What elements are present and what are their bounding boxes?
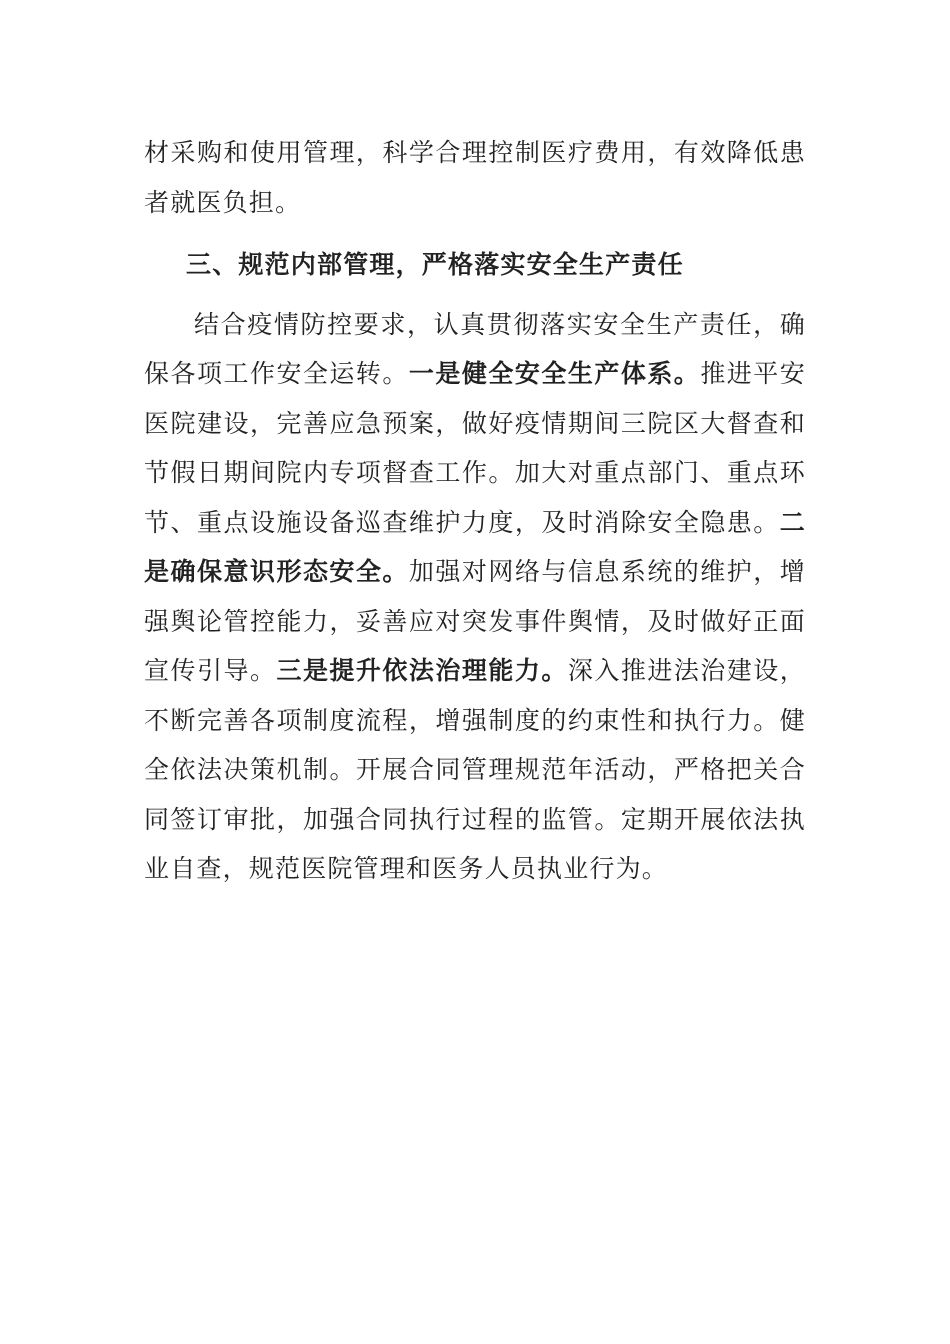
document-content bbox=[144, 128, 806, 894]
point3-text: 深入推进法治建设，不断完善各项制度流程，增强制度的约束性和执行力。健全依法决策机制。开展合同管理规范年活动，严格把关合同签订审批，加强合同执行过程的监管。定期开展依法执业自查，规范医院管理和医务人员执业行为。 bbox=[144, 656, 806, 883]
point2-text: 加强对网络与信息系统的维护，增强舆论管控能力，妥善应对突发事件舆情，及时做好正面宣传引导。 bbox=[144, 557, 806, 685]
point2-title: 二是确保意识形态安全。 bbox=[144, 507, 806, 586]
point1-text: 推进平安医院建设，完善应急预案，做好疫情期间三院区大督查和节假日期间院内专项督查工作。加大对重点部门、重点环节、重点设施设备巡查维护力度，及时消除安全隐患。 bbox=[144, 359, 806, 537]
body-paragraph bbox=[144, 300, 806, 894]
continuation-paragraph: 材采购和使用管理，科学合理控制医疗费用，有效降低患者就医负担。 bbox=[144, 138, 806, 217]
point3-title: 三是提升依法治理能力。 bbox=[276, 656, 568, 685]
point1-title: 一是健全安全生产体系。 bbox=[408, 359, 701, 388]
section-heading: 三、规范内部管理，严格落实安全生产责任 bbox=[186, 250, 684, 279]
intro-text: 结合疫情防控要求，认真贯彻落实安全生产责任，确保各项工作安全运转。 bbox=[144, 309, 806, 388]
